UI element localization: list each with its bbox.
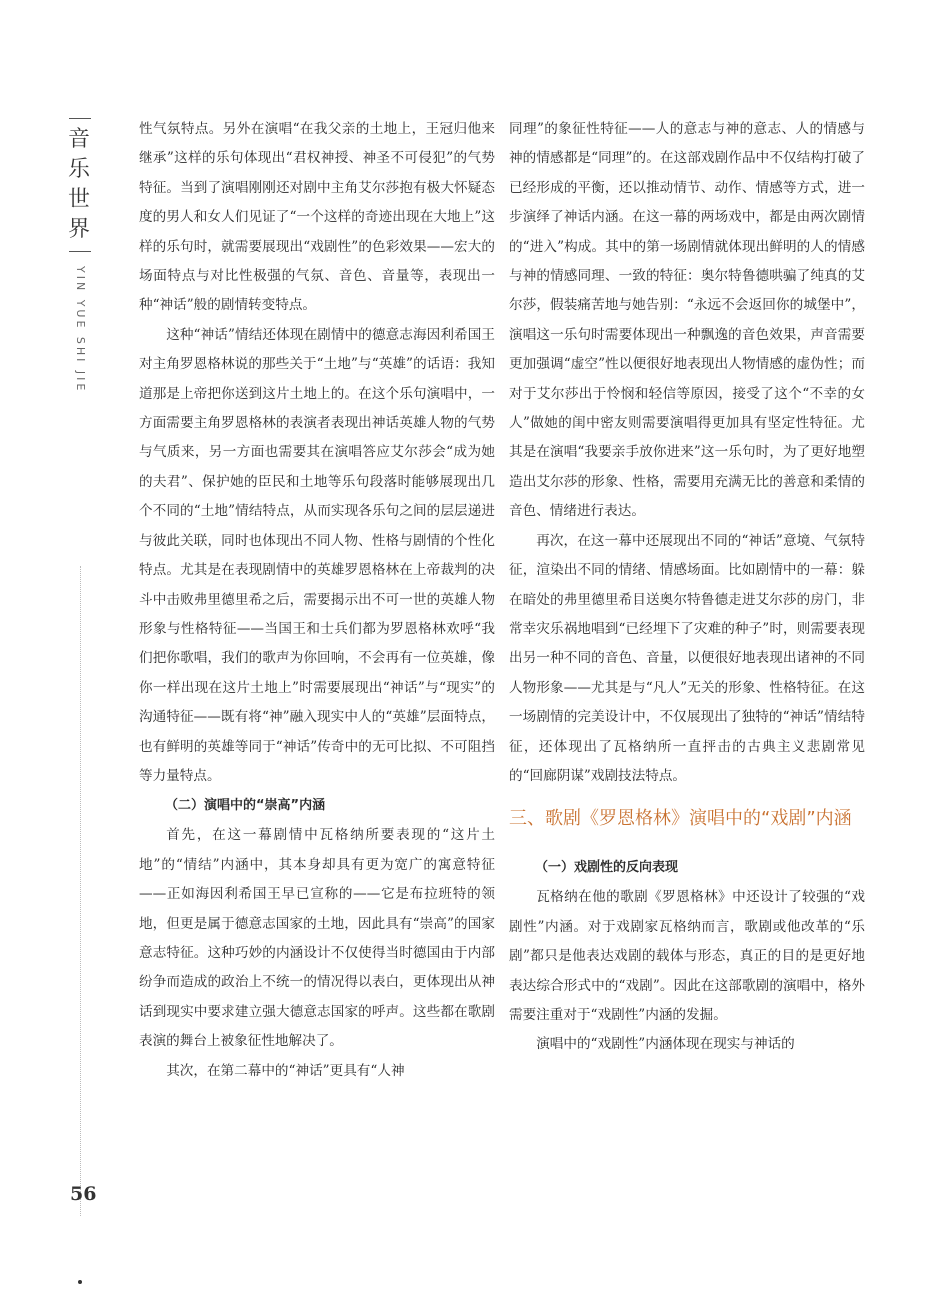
- sidebar-rule-top: [69, 118, 91, 119]
- right-column: [509, 115, 865, 1060]
- right-paragraph-1: 同理”的象征性特征——人的意志与神的意志、人的情感与神的情感都是“同理”的。在这部戏剧作品中不仅结构打破了已经形成的平衡，还以推动情节、动作、情感等方式，进一步演绎了神话内涵。在这一幕的两场戏中，都是由两次剧情的“进入”构成。其中的第一场剧情就体现出鲜明的人的情感与神的情感同理、一致的特征：奥尔特鲁德哄骗了纯真的艾尔莎，假装痛苦地与她告别：“永远不会返回你的城堡中”，演唱这一乐句时需要体现出一种飘逸的音色效果，声音需要更加强调“虚空”性以便很好地表现出人物情感的虚伪性；而对于艾尔莎出于怜悯和轻信等原因，接受了这个“不幸的女人”做她的闺中密友则需要演唱得更加具有坚定性特征。尤其是在演唱“我要亲手放你进来”这一乐句时，为了更好地塑造出艾尔莎的形象、性格，需要用充满无比的善意和柔情的音色、情绪进行表达。: [509, 121, 865, 520]
- left-column: [139, 115, 495, 1086]
- journal-title: 音乐世界: [68, 127, 91, 242]
- left-paragraph-3: 首先，在这一幕剧情中瓦格纳所要表现的“这片土地”的“情结”内涵中，其本身却具有更为宽广的寓意特征——正如海因利希国王早已宣称的——它是布拉班特的领地，但更是属于德意志国家的土地，因此具有“崇高”的国家意志特征。这种巧妙的内涵设计不仅使得当时德国由于内部纷争而造成的政治上不统一的情况得以表白，更体现出从神话到现实中要求建立强大德意志国家的呼声。这些都在歌剧表演的舞台上被象征性地解决了。: [139, 827, 495, 1050]
- right-paragraph-3: 瓦格纳在他的歌剧《罗恩格林》中还设计了较强的“戏剧性”内涵。对于戏剧家瓦格纳而言，歌剧或他改革的“乐剧”都只是他表达戏剧的载体与形态，真正的目的是更好地表达综合形式中的“戏剧”。因此在这部歌剧的演唱中，格外需要注重对于“戏剧性”内涵的发掘。: [509, 889, 865, 1023]
- right-paragraph-2: 再次，在这一幕中还展现出不同的“神话”意境、气氛特征，渲染出不同的情绪、情感场面。比如剧情中的一幕：躲在暗处的弗里德里希目送奥尔特鲁德走进艾尔莎的房门，非常幸灾乐祸地唱到“已经埋下了灾难的种子”时，则需要表现出另一种不同的音色、音量，以便很好地表现出诸神的不同人物形象——尤其是与“凡人”无关的形象、性格特征。在这一场剧情的完美设计中，不仅展现出了独特的“神话”情结特征，还体现出了瓦格纳所一直抨击的古典主义悲剧常见的“回廊阴谋”戏剧技法特点。: [509, 532, 865, 784]
- left-paragraph-1: 性气氛特点。另外在演唱“在我父亲的土地上，王冠归他来继承”这样的乐句体现出“君权神授、神圣不可侵犯”的气势特征。当到了演唱刚刚还对剧中主角艾尔莎抱有极大怀疑态度的男人和女人们见证了“一个这样的奇迹出现在大地上”这样的乐句时，就需要展现出“戏剧性”的色彩效果——宏大的场面特点与对比性极强的气氛、音色、音量等，表现出一种“神话”般的剧情转变特点。: [139, 121, 495, 314]
- subsection-heading: （二）演唱中的“崇高”内涵: [165, 798, 326, 814]
- left-paragraph-4: 其次，在第二幕中的“神话”更具有“人神: [166, 1062, 405, 1079]
- page-number: 56: [70, 1183, 97, 1205]
- sidebar-dotted-line: [80, 566, 81, 1216]
- sidebar-rule-bottom: [69, 251, 91, 252]
- journal-pinyin: YIN YUE SHI JIE: [74, 266, 87, 394]
- left-paragraph-2: 这种“神话”情结还体现在剧情中的德意志海因利希国王对主角罗恩格林说的那些关于“土地”与“英雄”的话语：我知道那是上帝把你送到这片土地上的。在这个乐句演唱中，一方面需要主角罗恩格林的表演者表现出神话英雄人物的气势与气质来，另一方面也需要其在演唱答应艾尔莎会“成为她的夫君”、保护她的臣民和土地等乐句段落时能够展现出几个不同的“土地”情结特点，从而实现各乐句之间的层层递进与彼此关联，同时也体现出不同人物、性格与剧情的个性化特点。尤其是在表现剧情中的英雄罗恩格林在上帝裁判的决斗中击败弗里德里希之后，需要揭示出不可一世的英雄人物形象与性格特征——当国王和士兵们都为罗恩格林欢呼“我们把你歌唱，我们的歌声为你回响，不会再有一位英雄，像你一样出现在这片土地上”时需要展现出“神话”与“现实”的沟通特征——既有将“神”融入现实中人的“英雄”层面特点，也有鲜明的英雄等同于“神话”传奇中的无可比拟、不可阻挡等力量特点。: [139, 326, 495, 784]
- journal-sidebar: [60, 118, 106, 436]
- page-bullet: [78, 1280, 82, 1284]
- section-heading: 三、歌剧《罗恩格林》演唱中的“戏剧”内涵: [509, 808, 852, 830]
- right-paragraph-4: 演唱中的“戏剧性”内涵体现在现实与神话的: [536, 1036, 795, 1053]
- subsection-heading-right: （一）戏剧性的反向表现: [535, 860, 679, 876]
